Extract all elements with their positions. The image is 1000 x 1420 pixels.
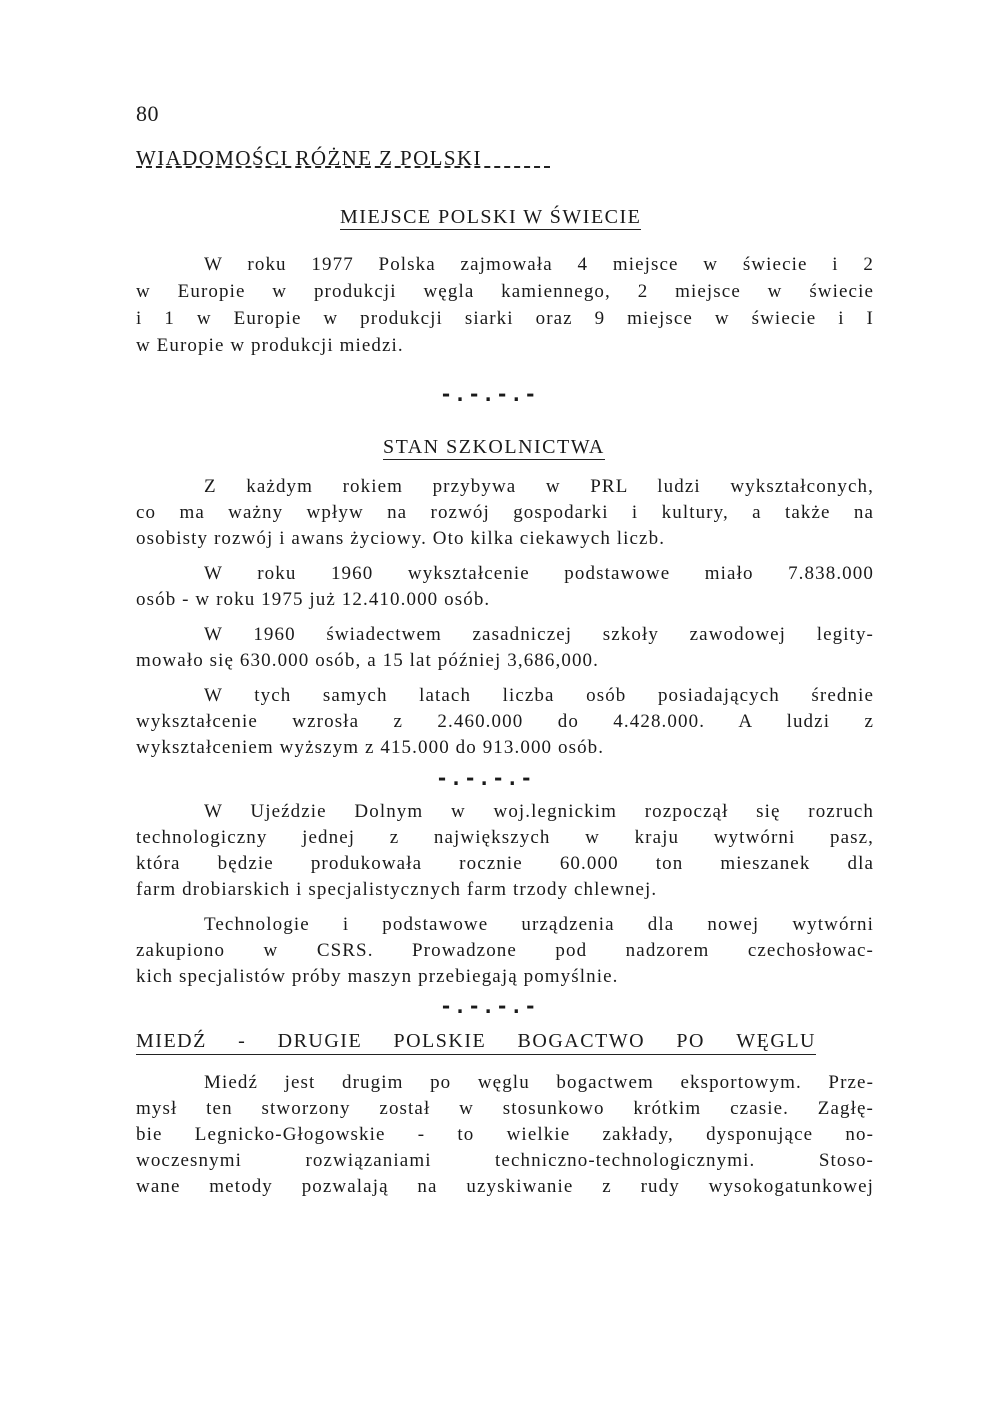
section-title-stan-szkolnictwa <box>383 436 605 459</box>
title-word: POLSKIE <box>393 1030 487 1052</box>
paragraph-line: mowało się 630.000 osób, a 15 lat później 3,686,000. <box>136 650 600 671</box>
paragraph-line: W tych samych latach liczba osób posiadających średnie <box>204 685 874 706</box>
title-word: PO <box>676 1030 705 1052</box>
section-title-text: STAN SZKOLNICTWA <box>383 436 605 458</box>
separator: -.-.-.- <box>440 382 539 406</box>
paragraph-line: bie Legnicko-Głogowskie - to wielkie zakłady, dysponujące no- <box>136 1124 874 1145</box>
title-word: BOGACTWO <box>517 1030 646 1052</box>
title-word: DRUGIE <box>277 1030 363 1052</box>
paragraph-line: wykształceniem wyższym z 415.000 do 913.000 osób. <box>136 737 605 758</box>
paragraph-line: Z każdym rokiem przybywa w PRL ludzi wykształconych, <box>204 476 874 497</box>
paragraph-line: W Ujeździe Dolnym w woj.legnickim rozpoczął się rozruch <box>204 801 874 822</box>
paragraph-line: co ma ważny wpływ na rozwój gospodarki i kultury, a także na <box>136 502 874 523</box>
paragraph-line: farm drobiarskich i specjalistycznych farm trzody chlewnej. <box>136 879 658 900</box>
paragraph-line: osobisty rozwój i awans życiowy. Oto kilka ciekawych liczb. <box>136 528 666 549</box>
paragraph-line: wykształcenie wzrosła z 2.460.000 do 4.428.000. A ludzi z <box>136 711 874 732</box>
paragraph-line: osób - w roku 1975 już 12.410.000 osób. <box>136 589 491 610</box>
separator: -.-.-.- <box>440 994 539 1018</box>
paragraph-line: zakupiono w CSRS. Prowadzone pod nadzorem czechosłowac- <box>136 940 874 961</box>
separator: -.-.-.- <box>436 766 535 790</box>
title-word: WĘGLU <box>736 1030 816 1052</box>
section-title-miejsce-polski <box>340 206 641 229</box>
paragraph-line: Miedź jest drugim po węglu bogactwem eksportowym. Prze- <box>204 1072 874 1093</box>
title-word: - <box>238 1030 247 1052</box>
paragraph-line: kich specjalistów próby maszyn przebiegają pomyślnie. <box>136 966 619 987</box>
page-number: 80 <box>136 101 159 126</box>
paragraph-line: W roku 1960 wykształcenie podstawowe miało 7.838.000 <box>204 563 874 584</box>
section-header-dashed-underline <box>136 166 550 168</box>
section-title-text: MIEJSCE POLSKI W ŚWIECIE <box>340 206 642 228</box>
paragraph-line: i 1 w Europie w produkcji siarki oraz 9 miejsce w świecie i I <box>136 308 874 329</box>
paragraph-line: w Europie w produkcji węgla kamiennego, 2 miejsce w świecie <box>136 281 874 302</box>
title-word: MIEDŹ <box>136 1030 207 1052</box>
paragraph-line: Technologie i podstawowe urządzenia dla nowej wytwórni <box>204 914 874 935</box>
paragraph-line: w Europie w produkcji miedzi. <box>136 335 404 356</box>
section-header: WIADOMOŚCI RÓŻNE Z POLSKI <box>136 146 482 170</box>
paragraph-line: technologiczny jednej z największych w kraju wytwórni pasz, <box>136 827 874 848</box>
paragraph-line: która będzie produkowała rocznie 60.000 ton mieszanek dla <box>136 853 874 874</box>
paragraph-line: wane metody pozwalają na uzyskiwanie z rudy wysokogatunkowej <box>136 1176 874 1197</box>
paragraph-line: W 1960 świadectwem zasadniczej szkoły zawodowej legity- <box>204 624 874 645</box>
paragraph-line: W roku 1977 Polska zajmowała 4 miejsce w świecie i 2 <box>204 254 874 275</box>
paragraph-line: mysł ten stworzony został w stosunkowo krótkim czasie. Zagłę- <box>136 1098 874 1119</box>
paragraph-line: woczesnymi rozwiązaniami techniczno-technologicznymi. Stoso- <box>136 1150 874 1171</box>
section-title-miedz <box>136 1030 816 1055</box>
